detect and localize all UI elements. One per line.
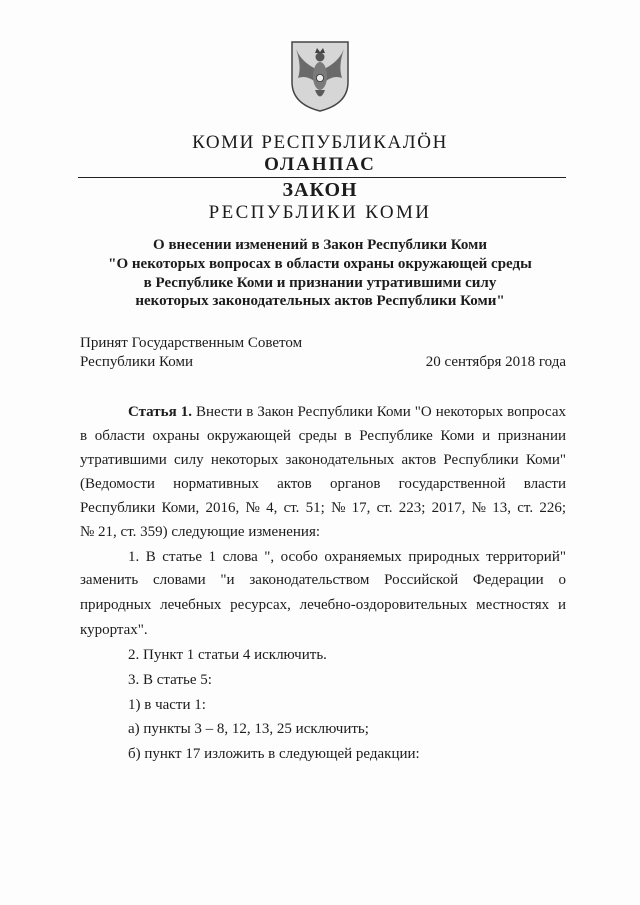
header-law-ru: ЗАКОН xyxy=(282,179,358,201)
title-line: некоторых законодательных актов Республики Коми" xyxy=(135,293,505,309)
body-line: № 21, ст. 359) следующие изменения: xyxy=(80,524,321,540)
body-line: утратившими силу некоторых законодательных актов Республики Коми" xyxy=(80,452,566,468)
adoption-date: 20 сентября 2018 года xyxy=(425,354,566,370)
adopted-by-line1: Принят Государственным Советом xyxy=(80,335,303,351)
coat-of-arms-emblem xyxy=(288,38,352,114)
body-line: 1) в части 1: xyxy=(128,697,206,713)
title-line: в Республике Коми и признании утратившими силу xyxy=(143,275,497,291)
header-divider xyxy=(78,177,566,178)
emblem-bird-head xyxy=(316,53,325,62)
body-line: 2. Пункт 1 статьи 4 исключить. xyxy=(128,647,327,663)
header-republic-komi: КОМИ РЕСПУБЛИКАЛӦН xyxy=(192,132,448,153)
body-line: курортах". xyxy=(80,622,148,638)
body-line: природных лечебных ресурсах, лечебно-оздоровительных местностях и xyxy=(80,597,566,613)
body-line xyxy=(128,402,566,422)
body-line: Республики Коми, 2016, № 4, ст. 51; № 17, ст. 223; 2017, № 13, ст. 226; xyxy=(80,500,566,516)
title-line: О внесении изменений в Закон Республики Коми xyxy=(153,237,487,253)
header-law-komi: ОЛАНПАС xyxy=(264,154,376,175)
adopted-by-line2: Республики Коми xyxy=(80,354,193,370)
emblem-breast-face xyxy=(316,74,323,81)
body-line: а) пункты 3 – 8, 12, 13, 25 исключить; xyxy=(128,721,369,737)
body-line: в области охраны окружающей среды в Республике Коми и признании xyxy=(80,428,566,444)
body-line: (Ведомости нормативных актов органов государственной власти xyxy=(80,476,566,492)
article-heading: Статья 1. xyxy=(128,404,192,420)
title-line: "О некоторых вопросах в области охраны окружающей среды xyxy=(108,256,532,272)
body-line: 3. В статье 5: xyxy=(128,672,212,688)
body-line: б) пункт 17 изложить в следующей редакции: xyxy=(128,746,420,762)
body-line-text: Внести в Закон Республики Коми "О некоторых вопросах xyxy=(195,404,567,420)
body-line: заменить словами "и законодательством Российской Федерации о xyxy=(80,572,566,588)
body-line: 1. В статье 1 слова ", особо охраняемых природных территорий" xyxy=(128,549,566,565)
header-republic-ru: РЕСПУБЛИКИ КОМИ xyxy=(208,202,432,223)
